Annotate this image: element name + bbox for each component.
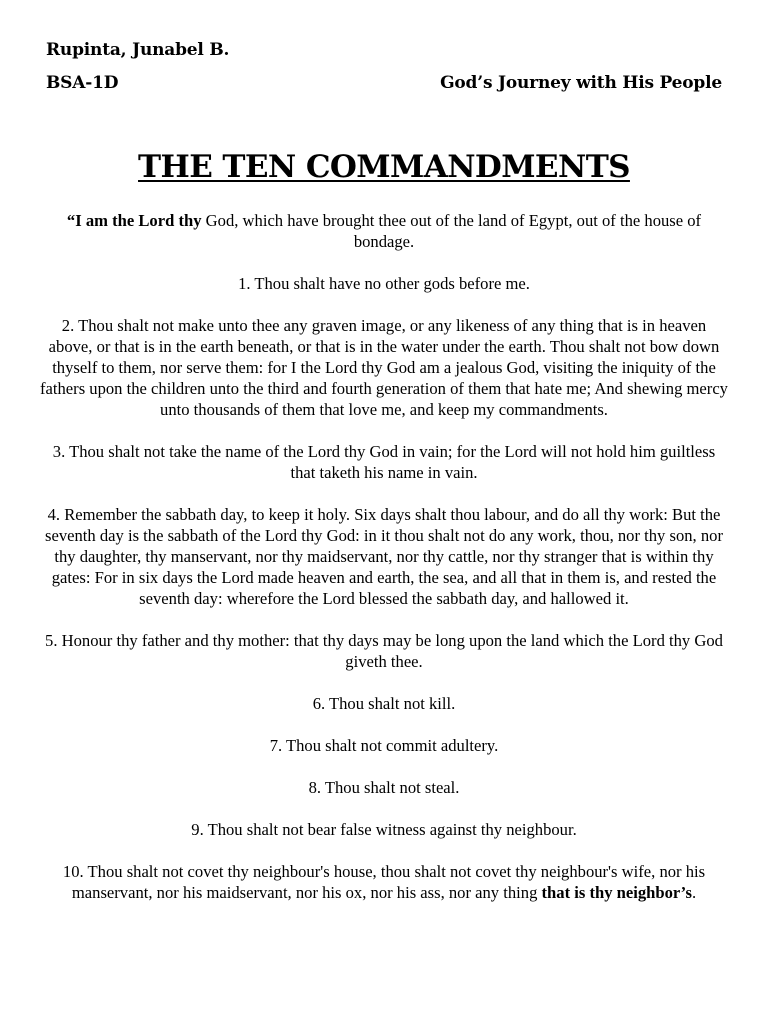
document-title-text: THE TEN COMMANDMENTS [138,149,630,185]
course-title: God’s Journey with His People [440,73,722,93]
commandment-4: 4. Remember the sabbath day, to keep it holy. Six days shalt thou labour, and do all thy work: But the seventh day is the sabbath of the Lord thy God: in it thou shalt not do any work, thou, nor thy son, nor thy daughter, thy manservant, nor thy maidservant, nor thy cattle, nor thy stranger that is within thy gates: For in six days the Lord made heaven and earth, the sea, and all that in them is, and rested the seventh day: wherefore the Lord blessed the sabbath day, and hallowed it. [45,505,723,608]
commandment-10-text: 10. Thou shalt not covet thy neighbour's house, thou shalt not covet thy neighbour's wife, nor his manservant, nor his maidservant, nor his ox, nor his ass, nor any thing [62,862,706,902]
commandment-3: 3. Thou shalt not take the name of the Lord thy God in vain; for the Lord will not hold him guiltless that taketh his name in vain. [52,442,716,482]
student-name: Rupinta, Junabel B. [46,40,230,60]
commandment-5: 5. Honour thy father and thy mother: that thy days may be long upon the land which the Lord thy God giveth thee. [45,631,723,671]
commandment-10-bold-text: that is thy neighbor’s [541,883,692,902]
intro-paragraph [40,210,728,252]
commandment-8: 8. Thou shalt not steal. [308,778,460,797]
commandment-1: 1. Thou shalt have no other gods before me. [238,274,530,293]
commandment-9: 9. Thou shalt not bear false witness against thy neighbour. [191,820,577,839]
commandment-10-end: . [691,883,697,902]
intro-text: God, which have brought thee out of the land of Egypt, out of the house of bondage. [201,211,702,251]
student-section: BSA-1D [46,73,119,93]
commandment-6: 6. Thou shalt not kill. [312,694,456,713]
commandment-10 [40,861,728,903]
intro-bold-text: “I am the Lord thy [66,211,202,230]
document-title [0,149,768,185]
commandment-7: 7. Thou shalt not commit adultery. [269,736,499,755]
document-body [40,210,728,924]
commandment-2: 2. Thou shalt not make unto thee any graven image, or any likeness of any thing that is in heaven above, or that is in the earth beneath, or that is in the water under the earth. Thou shalt not bow down thyself to them, nor serve them: for I the Lord thy God am a jealous God, visiting the iniquity of the fathers upon the children unto the third and fourth generation of them that hate me; And shewing mercy unto thousands of them that love me, and keep my commandments. [40,316,728,419]
